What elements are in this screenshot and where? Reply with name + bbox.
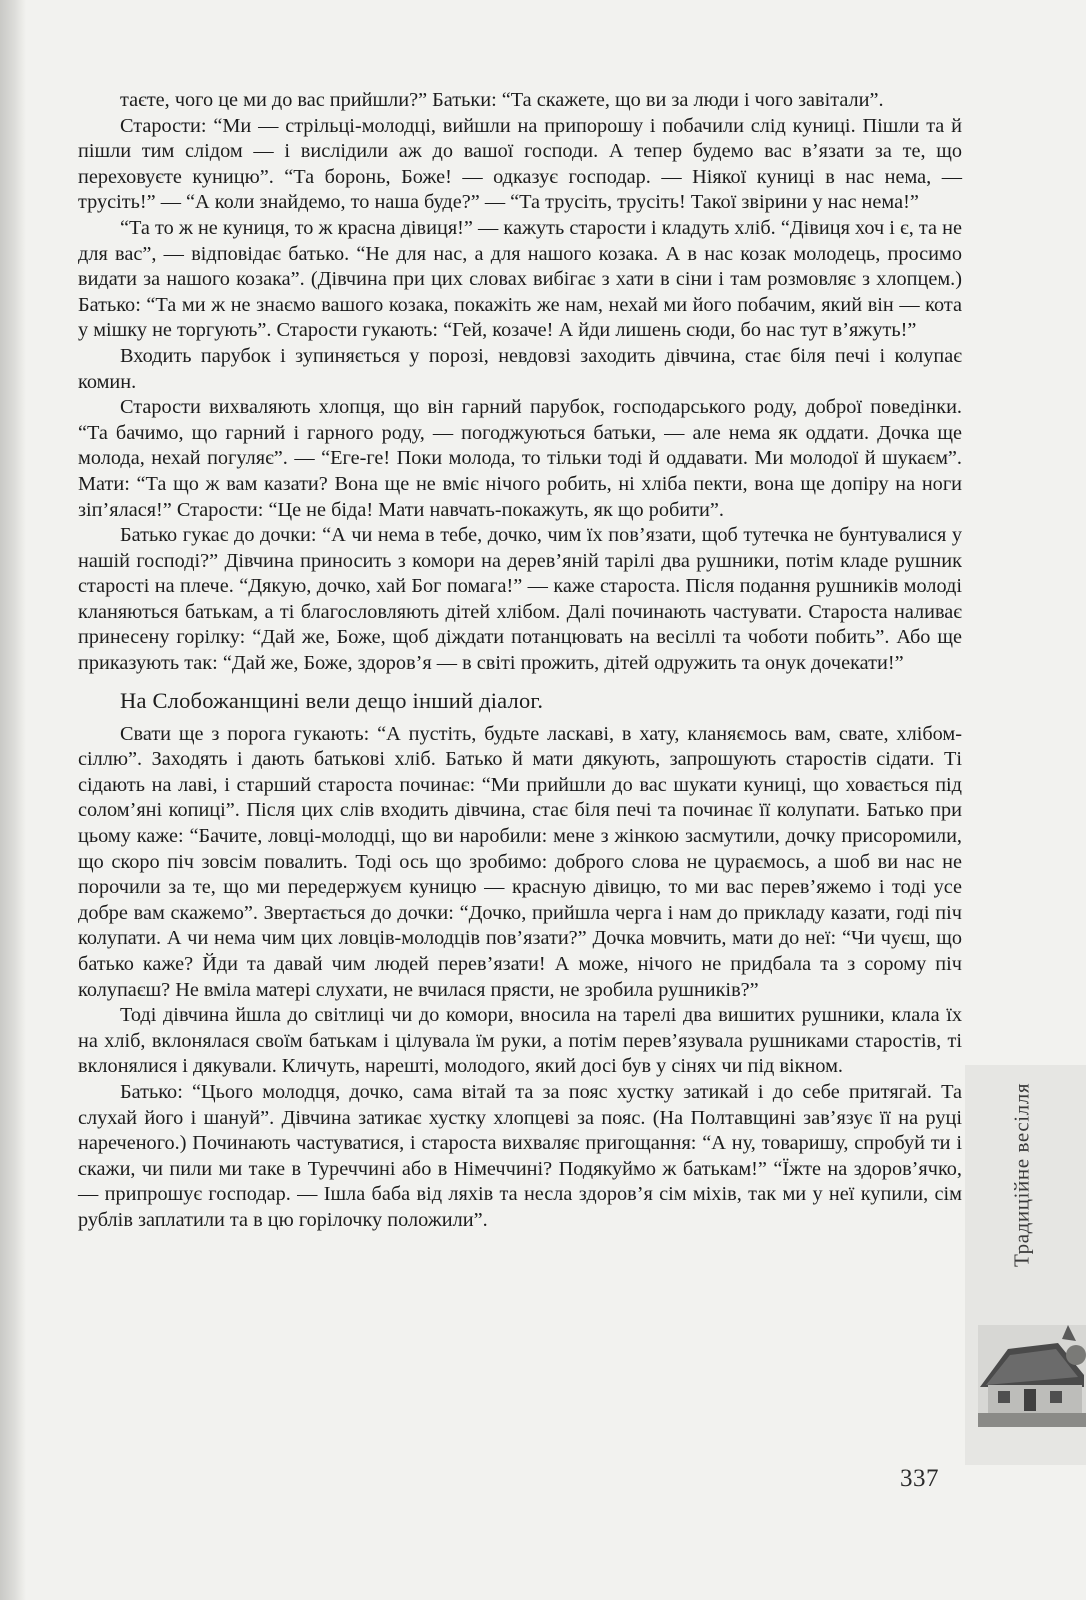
book-spine-shadow xyxy=(0,0,26,1600)
paragraph: “Та то ж не куниця, то ж красна дівиця!” — кажуть старости і кладуть хліб. “Дівиця хоч і є, та не для вас”, — відповідає батько. “Не для нас, а для нашого козака. А в нас козак молодець, просимо видати за нашого козака”. (Дівчина при цих словах вибігає з хати в сіни і там розмовляє з хлопцем.) Батько: “Та ми ж не знаємо вашого козака, покажіть же нам, нехай ми його побачим, який він — кота у мішку не торгують”. Старости гукають: “Гей, козаче! А йди лишень сюди, бо нас тут в’яжуть!” xyxy=(78,216,962,342)
section-heading: На Слобожанщині вели дещо інший діалог. xyxy=(120,687,544,713)
paragraph: Батько: “Цього молодця, дочко, сама вітай та за пояс хустку затикай і до себе притягай. Та слухай його і шануй”. Дівчина затикає хустку хлопцеві за пояс. (На Полтавщині зав’язує її на руці нареченого.) Починають частуватися, і староста вихваляє пригощання: “А ну, товаришу, спробуй ти і скажи, чи пили ми таке в Туреччині або в Німеччині? Подякуймо ж батькам!” “Їжте на здоров’ячко, — припрошує господар. — Ішла баба від ляхів та несла здоров’я сім міхів, так ми у неї купили, сім рублів заплатили та в цю горілочку положили”. xyxy=(78,1080,962,1231)
page-text xyxy=(78,88,962,1234)
paragraph: Батько гукає до дочки: “А чи нема в тебе, дочко, чим їх пов’язати, щоб тутечка не бунтувалися у нашій господі?” Дівчина приносить з комори на дерев’яній тарілі два рушники, потім кладе рушник старості на плече. “Дякую, дочко, хай Бог помага!” — каже староста. Після подання рушників молоді кланяються батькам, а ті благословляють дітей хлібом. Далі починають частувати. Староста наливає принесену горілку: “Дай же, Боже, щоб діждати потанцювать на весіллі та чоботи побить”. Або ще приказують так: “Дай же, Боже, здоров’я — в світі прожить, дітей одружить та онук дочекати!” xyxy=(78,524,962,675)
paragraph: Свати ще з порога гукають: “А пустіть, будьте ласкаві, в хату, кланяємось вам, свате, хлібом-сіллю”. Заходять і дають батькові хліб. Батько й мати дякують, запрошують старостів сідати. Ті сідають на лаві, і старший староста починає: “Ми прийшли до вас шукати куниці, що ховається під солом’яні копиці”. Після цих слів входить дівчина, стає біля печі та починає її колупати. Батько при цьому каже: “Бачите, ловці-молодці, що ви наробили: мене з жінкою засмутили, дочку присоромили, що скоро піч зовсім повалить. Тоді ось що зробимо: доброго слова не цураємось, а шоб ви нас не порочили за те, що ми передержуєм куницю — красную дівицю, то ми вас перев’яжемо і тоді усе добре вам скажемо”. Звертається до дочки: “Дочко, прийшла черга і нам до прикладу казати, годі піч колупати. А чи нема чим цих ловців-молодців пов’язати?” Дочка мовчить, мати до неї: “Чи чуєш, що батько каже? Йди та давай чим людей перев’язати! А може, нічого не придбала та з сорому піч колупаєш? Не вміла матері слухати, не вчилася прясти, не зробила рушників?” xyxy=(78,722,962,1001)
page-number: 337 xyxy=(900,1465,939,1492)
chapter-side-title: Традиційне весілля xyxy=(1009,1082,1034,1268)
paragraph: Входить парубок і зупиняється у порозі, невдовзі заходить дівчина, стає біля печі і колупає комин. xyxy=(78,344,962,393)
hut-illustration-icon xyxy=(978,1325,1086,1427)
paragraph: Тоді дівчина йшла до світлиці чи до комори, вносила на тарелі два вишитих рушники, клала їх на хліб, вклонялася своїм батькам і цілувала їм руки, а потім перев’язувала рушниками старостів, ті вклонялися і дякували. Кличуть, нарешті, молодого, який досі був у сінях чи під вікном. xyxy=(78,1004,962,1078)
paragraph: Старости вихваляють хлопця, що він гарний парубок, господарського роду, доброї поведінки. “Та бачимо, що гарний і гарного роду, — погоджуються батьки, — але нема як оддати. Дочка ще молода, нехай погуляє”. — “Еге-ге! Поки молода, то тільки тоді й оддавати. Ми молодої й шукаєм”. Мати: “Та що ж вам казати? Вона ще не вміє нічого робить, ні хліба пекти, вона ще допіру на ноги зіп’ялася!” Старости: “Це не біда! Мати навчать-покажуть, як що робити”. xyxy=(78,396,962,521)
paragraph: Старости: “Ми — стрільці-молодці, вийшли на припорошу і побачили слід куниці. Пішли та й пішли тим слідом — і вислідили аж до вашої господи. А тепер будемо вас в’язати за те, що переховуєте куницю”. “Та боронь, Боже! — одказує господар. — Ніякої куниці в нас нема, — трусіть!” — “А коли знайдемо, то наша буде?” — “Та трусіть, трусіть! Такої звірини у нас нема!” xyxy=(78,114,962,214)
paragraph: таєте, чого це ми до вас прийшли?” Батьки: “Та скажете, що ви за люди і чого завітали”. xyxy=(120,89,884,111)
